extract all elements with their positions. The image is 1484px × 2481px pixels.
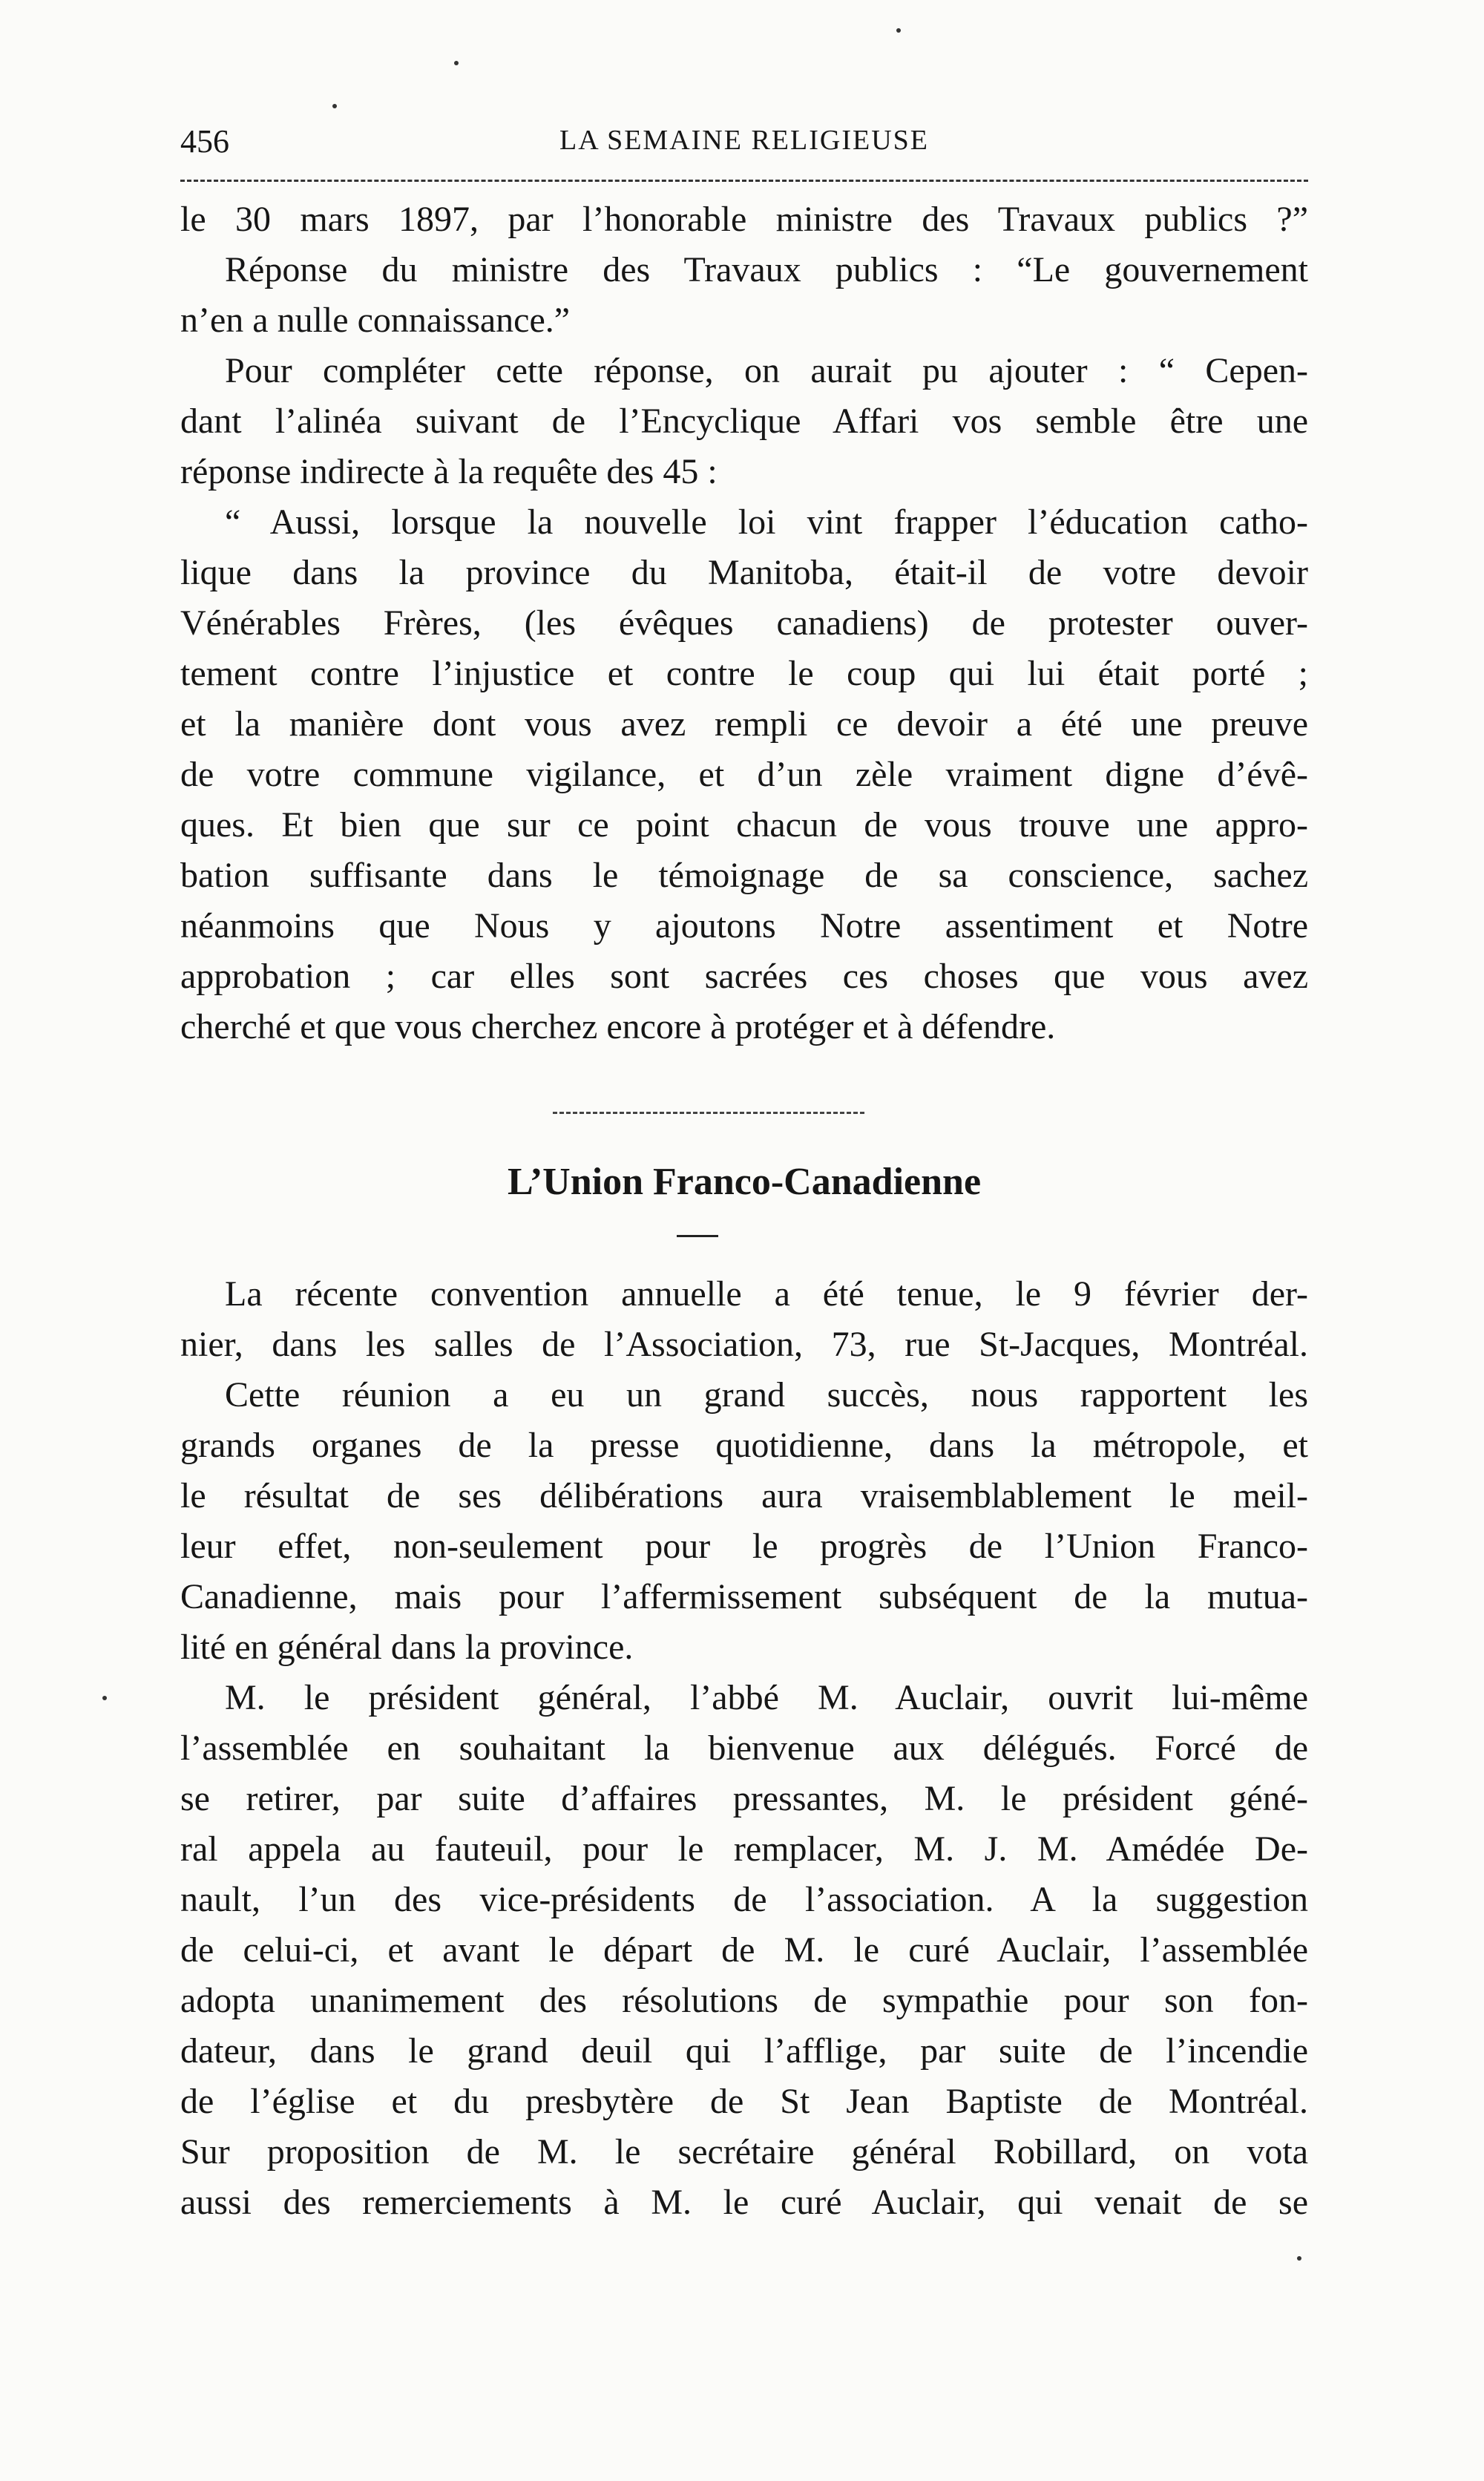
text-line: La récente convention annuelle a été tenue, le 9 février der-: [225, 1274, 1308, 1314]
text-line: l’assemblée en souhaitant la bienvenue aux délégués. Forcé de: [180, 1728, 1308, 1768]
text-line: nault, l’un des vice-présidents de l’association. A la suggestion: [180, 1880, 1308, 1919]
text-line: de celui-ci, et avant le départ de M. le curé Auclair, l’assemblée: [180, 1930, 1308, 1970]
text-line: de l’église et du presbytère de St Jean Baptiste de Montréal.: [180, 2082, 1308, 2121]
text-line: n’en a nulle connaissance.”: [180, 301, 571, 340]
text-line: dant l’alinéa suivant de l’Encyclique Affari vos semble être une: [180, 402, 1308, 441]
text-line: Réponse du ministre des Travaux publics : “Le gouvernement: [225, 250, 1308, 289]
text-line: le 30 mars 1897, par l’honorable ministre des Travaux publics ?”: [180, 200, 1308, 239]
text-line: adopta unanimement des résolutions de sympathie pour son fon-: [180, 1981, 1308, 2020]
text-line: ques. Et bien que sur ce point chacun de vous trouve une appro-: [180, 805, 1308, 845]
text-line: grands organes de la presse quotidienne, dans la métropole, et: [180, 1426, 1308, 1465]
print-speck: [332, 104, 337, 108]
section-separator: [553, 1112, 864, 1114]
text-line: Canadienne, mais pour l’affermissement subséquent de la mutua-: [180, 1577, 1308, 1616]
text-line: M. le président général, l’abbé M. Auclair, ouvrit lui-même: [225, 1678, 1308, 1717]
page-header: [180, 122, 1308, 174]
text-line: Cette réunion a eu un grand succès, nous rapportent les: [225, 1375, 1308, 1415]
print-speck: [102, 1696, 107, 1700]
text-line: tement contre l’injustice et contre le coup qui lui était porté ;: [180, 654, 1308, 693]
page-number: 456: [180, 123, 229, 160]
running-title: LA SEMAINE RELIGIEUSE: [559, 125, 929, 156]
text-line: de votre commune vigilance, et d’un zèle vraiment digne d’évê-: [180, 755, 1308, 794]
text-line: se retirer, par suite d’affaires pressantes, M. le président géné-: [180, 1779, 1308, 1818]
text-line: Sur proposition de M. le secrétaire général Robillard, on vota: [180, 2132, 1308, 2172]
upper-text-block: [180, 194, 1308, 1052]
text-line: lité en général dans la province.: [180, 1628, 634, 1667]
text-line: ral appela au fauteuil, pour le remplacer, M. J. M. Amédée De-: [180, 1829, 1308, 1869]
section-title: L’Union Franco-Canadienne: [507, 1161, 982, 1203]
text-line: Pour compléter cette réponse, on aurait pu ajouter : “ Cepen-: [225, 351, 1308, 390]
text-line: bation suffisante dans le témoignage de sa conscience, sachez: [180, 856, 1308, 895]
text-line: et la manière dont vous avez rempli ce devoir a été une preuve: [180, 704, 1308, 744]
text-line: Vénérables Frères, (les évêques canadiens) de protester ouver-: [180, 603, 1308, 643]
text-line: aussi des remerciements à M. le curé Auclair, qui venait de se: [180, 2183, 1308, 2222]
text-line: approbation ; car elles sont sacrées ces choses que vous avez: [180, 957, 1308, 996]
text-line: leur effet, non-seulement pour le progrès de l’Union Franco-: [180, 1527, 1308, 1566]
text-line: néanmoins que Nous y ajoutons Notre assentiment et Notre: [180, 906, 1308, 945]
text-line: cherché et que vous cherchez encore à protéger et à défendre.: [180, 1007, 1056, 1046]
header-rule: [180, 180, 1308, 182]
title-dash: [677, 1235, 718, 1237]
text-line: lique dans la province du Manitoba, était-il de votre devoir: [180, 553, 1308, 592]
print-speck: [1297, 2256, 1301, 2261]
text-line: “ Aussi, lorsque la nouvelle loi vint frapper l’éducation catho-: [225, 502, 1308, 542]
text-line: le résultat de ses délibérations aura vraisemblablement le meil-: [180, 1476, 1308, 1515]
print-speck: [454, 61, 459, 65]
print-speck: [896, 28, 901, 33]
lower-text-block: [180, 1269, 1308, 2228]
text-line: nier, dans les salles de l’Association, 73, rue St-Jacques, Montréal.: [180, 1325, 1308, 1364]
text-line: dateur, dans le grand deuil qui l’afflige, par suite de l’incendie: [180, 2031, 1308, 2071]
text-line: réponse indirecte à la requête des 45 :: [180, 452, 718, 491]
